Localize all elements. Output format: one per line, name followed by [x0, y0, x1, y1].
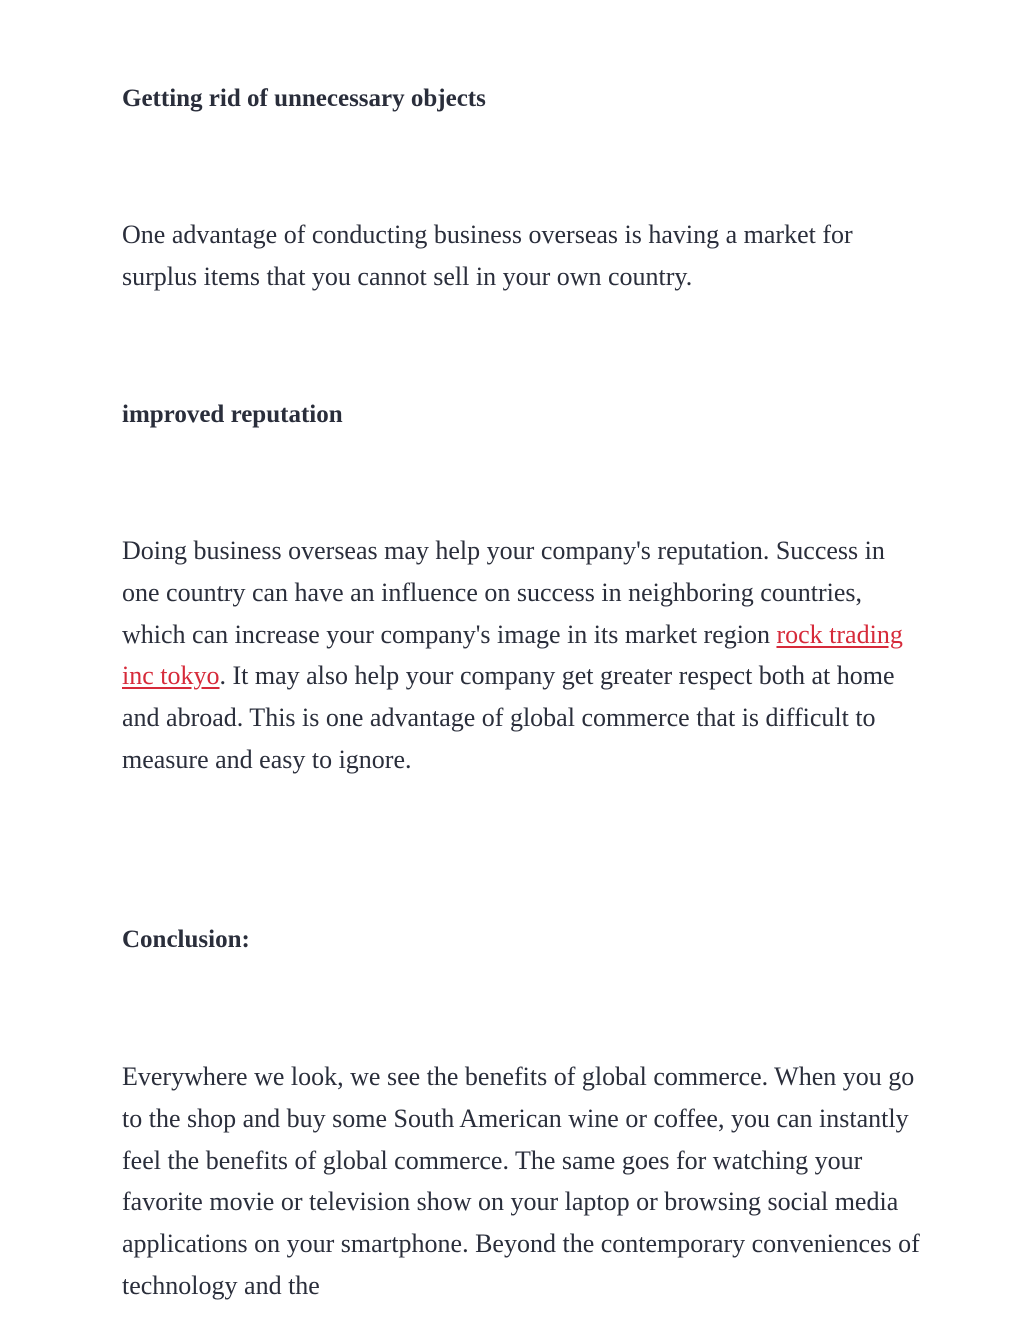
paragraph-surplus-items: One advantage of conducting business overseas is having a market for surplus items that you cannot sell in your own country. [122, 220, 853, 291]
section-heading-conclusion: Conclusion: [122, 926, 250, 953]
paragraph-conclusion: Everywhere we look, we see the benefits of global commerce. When you go to the shop and buy some South American wine or coffee, you can instantly feel the benefits of global commerce. The same goes for watching your favorite movie or television show on your laptop or browsing social media applications on your smartphone. Beyond the contemporary conveniences of technology and the [122, 1062, 920, 1300]
section-heading-unnecessary-objects: Getting rid of unnecessary objects [122, 85, 486, 112]
rock-trading-link[interactable]: rock trading inc tokyo [122, 619, 903, 691]
paragraph-reputation [122, 530, 922, 781]
paragraph-reputation-text-start: Doing business overseas may help your company's reputation. Success in one country can have an influence on success in neighboring countries, which can increase your company's image in its market region [122, 536, 885, 649]
section-heading-improved-reputation: improved reputation [122, 401, 343, 428]
paragraph-reputation-text-end: . It may also help your company get greater respect both at home and abroad. This is one advantage of global commerce that is difficult to measure and easy to ignore. [122, 661, 895, 774]
